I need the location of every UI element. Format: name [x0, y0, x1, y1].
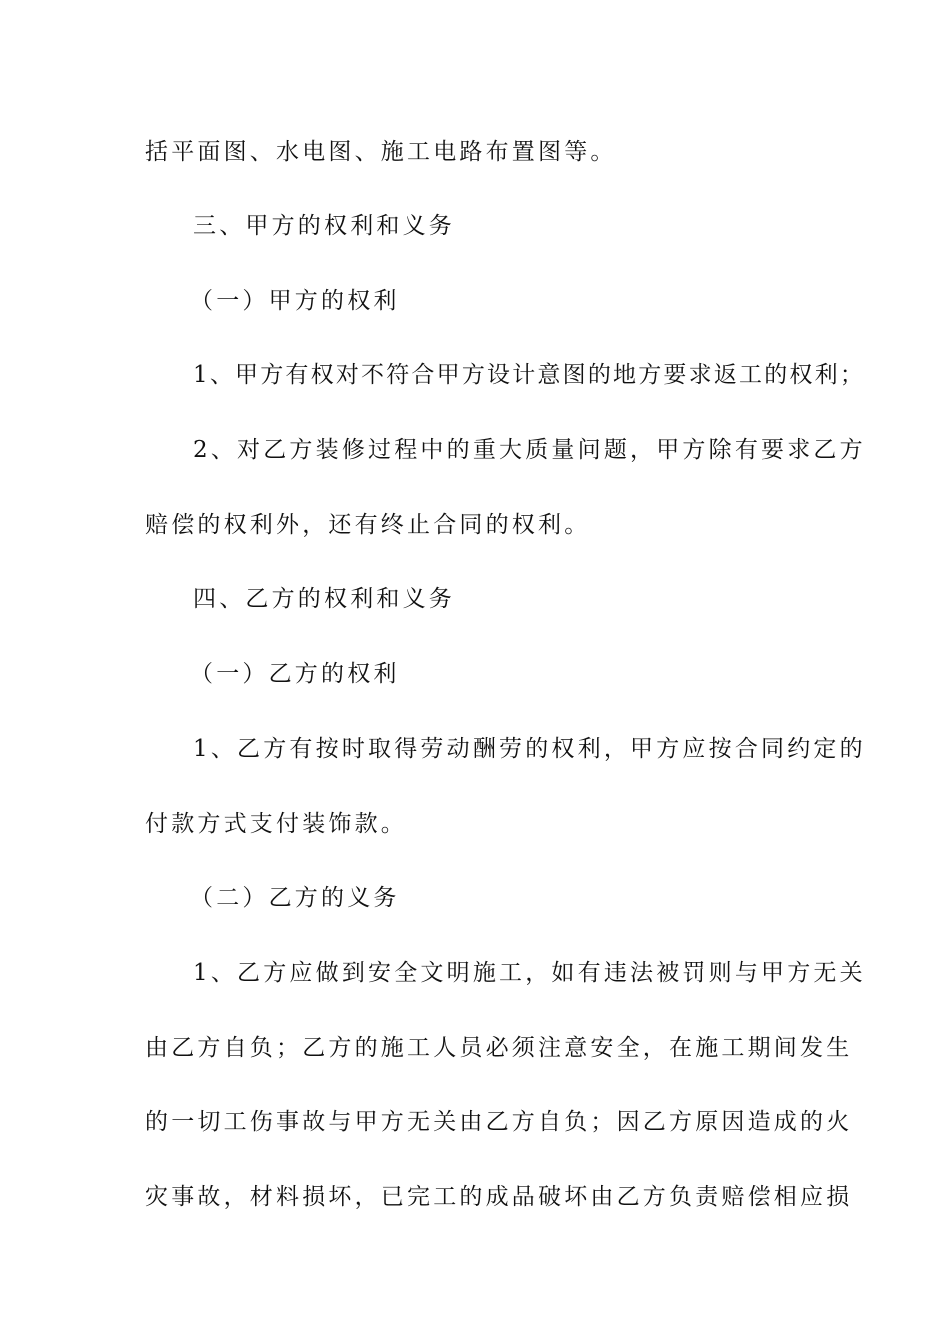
subsection-heading: （一）甲方的权利	[190, 288, 400, 314]
paragraph-line: 1、甲方有权对不符合甲方设计意图的地方要求返工的权利；	[193, 362, 866, 388]
section-heading: 三、甲方的权利和义务	[193, 213, 455, 239]
paragraph-line: 赔偿的权利外，还有终止合同的权利。	[145, 512, 591, 538]
paragraph-line: 由乙方自负；乙方的施工人员必须注意安全，在施工期间发生	[145, 1035, 853, 1061]
subsection-heading: （二）乙方的义务	[190, 885, 400, 911]
subsection-heading: （一）乙方的权利	[190, 661, 400, 687]
section-heading: 四、乙方的权利和义务	[193, 586, 455, 612]
paragraph-line: 灾事故，材料损坏，已完工的成品破坏由乙方负责赔偿相应损	[145, 1184, 853, 1210]
paragraph-line: 括平面图、水电图、施工电路布置图等。	[145, 139, 617, 165]
paragraph-line: 2、对乙方装修过程中的重大质量问题，甲方除有要求乙方	[193, 437, 866, 463]
paragraph-line: 付款方式支付装饰款。	[145, 811, 407, 837]
paragraph-line: 的一切工伤事故与甲方无关由乙方自负；因乙方原因造成的火	[145, 1109, 853, 1135]
paragraph-line: 1、乙方有按时取得劳动酬劳的权利，甲方应按合同约定的	[193, 736, 866, 762]
paragraph-line: 1、乙方应做到安全文明施工，如有违法被罚则与甲方无关	[193, 960, 866, 986]
